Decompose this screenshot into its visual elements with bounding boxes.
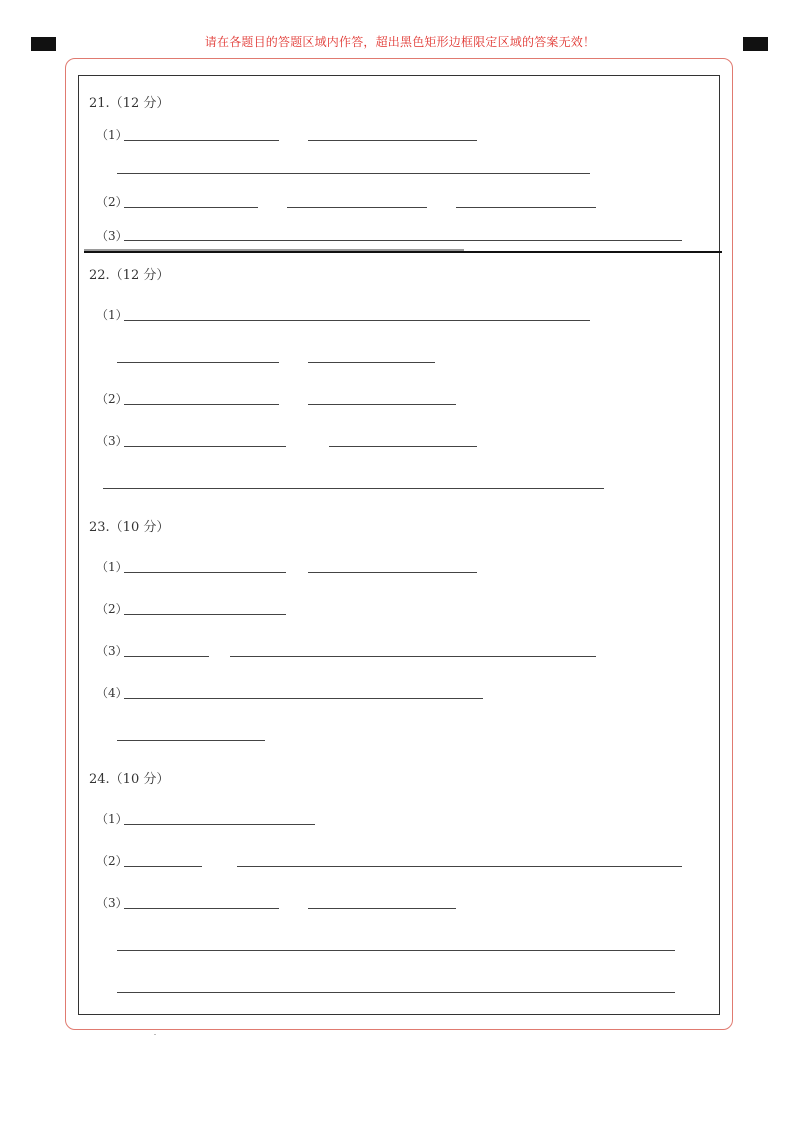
q23-part-4-label: （4） — [96, 686, 128, 700]
q22-part-1-blank-b[interactable] — [117, 362, 279, 363]
q21-part-2-blank-b[interactable] — [287, 207, 427, 208]
q24-part-1-blank-a[interactable] — [124, 824, 315, 825]
q23-part-1-blank-a[interactable] — [124, 572, 286, 573]
q22-part-3-label: （3） — [96, 434, 128, 448]
q21-part-3-label: （3） — [96, 229, 128, 243]
q23-part-2-label: （2） — [96, 602, 128, 616]
q22-part-1-label: （1） — [96, 308, 128, 322]
answer-box — [78, 75, 720, 1015]
q24-part-3-blank-a[interactable] — [124, 908, 279, 909]
q21-part-2-blank-a[interactable] — [124, 207, 258, 208]
q24-part-2-label: （2） — [96, 854, 128, 868]
section-divider — [84, 251, 722, 253]
q23-part-1-blank-b[interactable] — [308, 572, 477, 573]
answer-area-warning: 请在各题目的答题区域内作答，超出黑色矩形边框限定区域的答案无效！ — [204, 35, 596, 49]
q21-part-1-blank-a[interactable] — [124, 140, 279, 141]
q22-part-1-blank-a[interactable] — [124, 320, 590, 321]
q22-part-1-blank-c[interactable] — [308, 362, 435, 363]
q24-part-3-blank-c[interactable] — [117, 950, 675, 951]
q24-part-2-blank-b[interactable] — [237, 866, 682, 867]
q24-part-2-blank-a[interactable] — [124, 866, 202, 867]
q24-part-1-label: （1） — [96, 812, 128, 826]
q23-part-3-blank-a[interactable] — [124, 656, 209, 657]
q22-part-3-blank-c[interactable] — [103, 488, 604, 489]
q21-part-3-blank-a[interactable] — [124, 240, 682, 241]
q22-part-3-blank-b[interactable] — [329, 446, 477, 447]
q23-part-2-blank-a[interactable] — [124, 614, 286, 615]
question-23-title: 23.（10 分） — [89, 520, 170, 535]
q23-part-1-label: （1） — [96, 560, 128, 574]
q23-part-3-label: （3） — [96, 644, 128, 658]
q24-part-3-label: （3） — [96, 896, 128, 910]
question-22-title: 22.（12 分） — [89, 268, 170, 283]
q24-part-3-blank-b[interactable] — [308, 908, 456, 909]
q22-part-3-blank-a[interactable] — [124, 446, 286, 447]
question-21-title: 21.（12 分） — [89, 96, 170, 111]
q23-part-3-blank-b[interactable] — [230, 656, 596, 657]
q21-part-1-blank-c[interactable] — [117, 173, 590, 174]
q21-part-1-blank-b[interactable] — [308, 140, 477, 141]
q23-part-4-blank-a[interactable] — [124, 698, 483, 699]
q21-part-2-blank-c[interactable] — [456, 207, 596, 208]
q22-part-2-blank-b[interactable] — [308, 404, 456, 405]
q23-part-4-blank-b[interactable] — [117, 740, 265, 741]
q24-part-3-blank-d[interactable] — [117, 992, 675, 993]
q22-part-2-blank-a[interactable] — [124, 404, 279, 405]
page-speck — [154, 1034, 156, 1035]
q21-part-1-label: （1） — [96, 128, 128, 142]
question-24-title: 24.（10 分） — [89, 772, 170, 787]
q22-part-2-label: （2） — [96, 392, 128, 406]
q21-part-2-label: （2） — [96, 195, 128, 209]
